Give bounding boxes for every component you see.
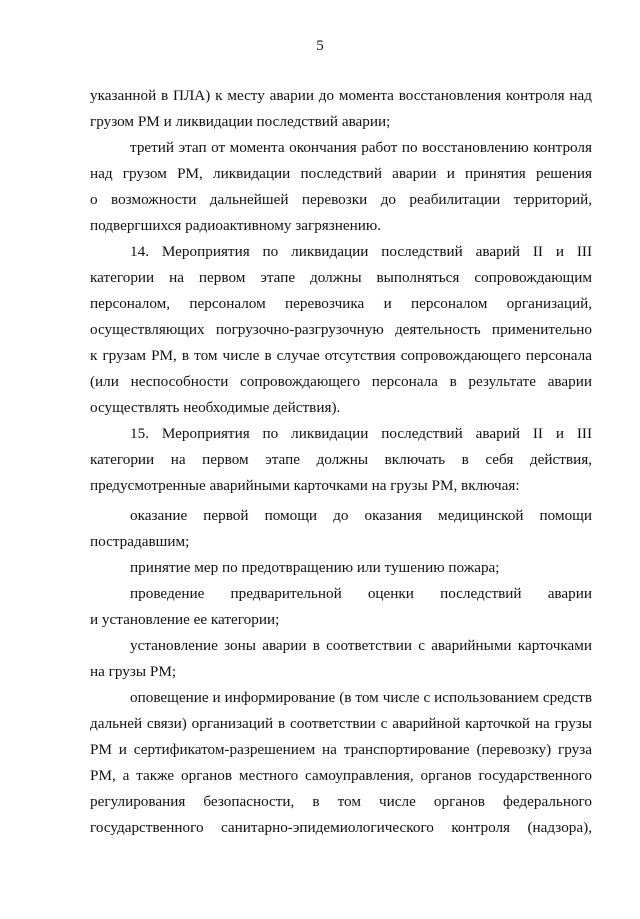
text-line: предусмотренные аварийными карточками на грузы РМ, включая: <box>90 477 520 494</box>
text-line: персоналом, персоналом перевозчика и персоналом организаций, <box>90 295 592 312</box>
text-line: 15. Мероприятия по ликвидации последствий аварий II и III <box>130 425 592 442</box>
text-line: оповещение и информирование (в том числе с использованием средств <box>130 689 592 706</box>
text-line: пострадавшим; <box>90 533 190 550</box>
text-line: проведение предварительной оценки последствий аварии <box>130 585 592 602</box>
text-line: над грузом РМ, ликвидации последствий аварии и принятия решения <box>90 165 592 182</box>
text-line: государственного санитарно-эпидемиологического контроля (надзора), <box>90 819 592 836</box>
text-line: категории на первом этапе должны включать в себя действия, <box>90 451 592 468</box>
text-line: указанной в ПЛА) к месту аварии до момента восстановления контроля над <box>90 87 592 104</box>
page-number: 5 <box>316 38 324 54</box>
text-line: 14. Мероприятия по ликвидации последствий аварий II и III <box>130 243 592 260</box>
text-line: (или неспособности сопровождающего персонала в результате аварии <box>90 373 592 390</box>
text-line: регулирования безопасности, в том числе органов федерального <box>90 793 592 810</box>
text-line: и установление ее категории; <box>90 611 280 628</box>
text-line: грузом РМ и ликвидации последствий аварии; <box>90 113 391 130</box>
text-line: принятие мер по предотвращению или тушению пожара; <box>130 559 500 576</box>
text-line: дальней связи) организаций в соответствии с аварийной карточкой на грузы <box>90 715 592 732</box>
text-line: категории на первом этапе должны выполняться сопровождающим <box>90 269 592 286</box>
text-line: установление зоны аварии в соответствии с аварийными карточками <box>130 637 592 654</box>
text-line: к грузам РМ, в том числе в случае отсутствия сопровождающего персонала <box>90 347 592 364</box>
text-line: РМ, а также органов местного самоуправления, органов государственного <box>90 767 592 784</box>
text-line: третий этап от момента окончания работ по восстановлению контроля <box>130 139 592 156</box>
text-line: оказание первой помощи до оказания медицинской помощи <box>130 507 592 524</box>
text-line: РМ и сертификатом-разрешением на транспортирование (перевозку) груза <box>90 741 592 758</box>
text-line: на грузы РМ; <box>90 663 177 680</box>
text-line: осуществляющих погрузочно-разгрузочную деятельность применительно <box>90 321 592 338</box>
text-line: подвергшихся радиоактивному загрязнению. <box>90 217 382 234</box>
text-line: осуществлять необходимые действия). <box>90 399 341 416</box>
text-line: о возможности дальнейшей перевозки до реабилитации территорий, <box>90 191 592 208</box>
